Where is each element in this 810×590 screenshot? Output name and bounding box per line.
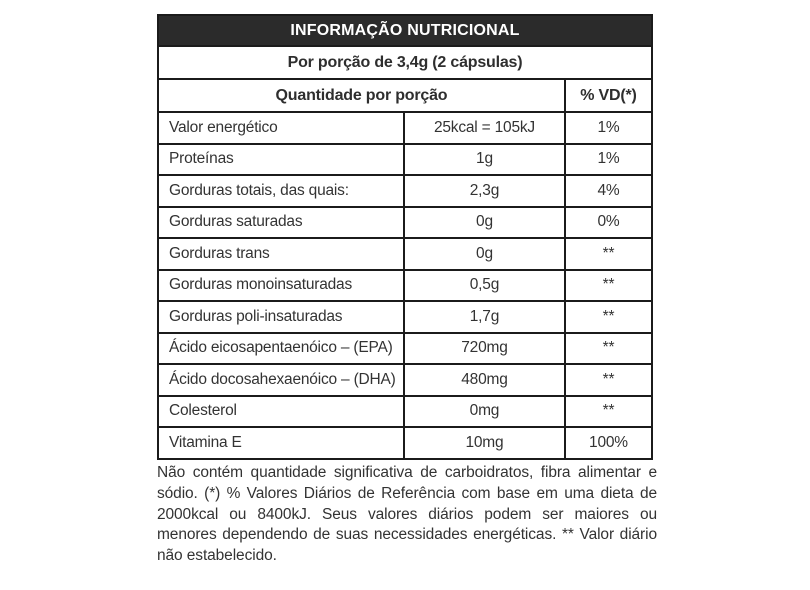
column-header-daily-value: % VD(*)	[565, 79, 652, 112]
nutrient-amount: 1,7g	[404, 301, 565, 333]
table-row	[158, 238, 652, 270]
footnote-text: Não contém quantidade significativa de carboidratos, fibra alimentar e sódio. (*) % Valores Diários de Referência com base em uma dieta de 2000kcal ou 8400kJ. Seus valores diários podem ser maiores ou menores dependendo de suas necessidades energéticas. ** Valor diário não estabelecido.	[157, 464, 657, 565]
nutrient-daily-value: **	[565, 301, 652, 333]
table-title-row	[158, 15, 652, 46]
nutrient-amount: 0,5g	[404, 270, 565, 302]
table-row	[158, 427, 652, 459]
nutrient-amount: 0g	[404, 238, 565, 270]
nutrition-rows	[158, 112, 652, 459]
table-row	[158, 175, 652, 207]
table-row	[158, 333, 652, 365]
nutrient-amount: 10mg	[404, 427, 565, 459]
table-row	[158, 301, 652, 333]
nutrient-daily-value: **	[565, 396, 652, 428]
nutrient-label: Gorduras totais, das quais:	[158, 175, 404, 207]
nutrient-label: Ácido eicosapentaenóico – (EPA)	[158, 333, 404, 365]
nutrient-daily-value: 0%	[565, 207, 652, 239]
nutrient-daily-value: 1%	[565, 144, 652, 176]
nutrient-amount: 720mg	[404, 333, 565, 365]
nutrient-amount: 0mg	[404, 396, 565, 428]
serving-size-label: Por porção de 3,4g (2 cápsulas)	[158, 46, 652, 79]
nutrient-amount: 0g	[404, 207, 565, 239]
nutrient-amount: 25kcal = 105kJ	[404, 112, 565, 144]
nutrient-daily-value: **	[565, 333, 652, 365]
table-row	[158, 396, 652, 428]
nutrient-label: Ácido docosahexaenóico – (DHA)	[158, 364, 404, 396]
column-header-quantity: Quantidade por porção	[158, 79, 565, 112]
nutrient-daily-value: **	[565, 270, 652, 302]
nutrient-daily-value: 4%	[565, 175, 652, 207]
nutrient-label: Gorduras poli-insaturadas	[158, 301, 404, 333]
column-header-row	[158, 79, 652, 112]
table-row	[158, 207, 652, 239]
nutrient-label: Vitamina E	[158, 427, 404, 459]
nutrient-daily-value: 100%	[565, 427, 652, 459]
nutrient-daily-value: 1%	[565, 112, 652, 144]
table-row	[158, 364, 652, 396]
nutrition-facts-table	[157, 14, 653, 460]
nutrient-amount: 1g	[404, 144, 565, 176]
nutrient-label: Gorduras saturadas	[158, 207, 404, 239]
nutrient-daily-value: **	[565, 364, 652, 396]
table-row	[158, 144, 652, 176]
table-title: INFORMAÇÃO NUTRICIONAL	[158, 15, 652, 46]
nutrient-daily-value: **	[565, 238, 652, 270]
serving-size-row	[158, 46, 652, 79]
nutrient-label: Gorduras trans	[158, 238, 404, 270]
nutrient-label: Colesterol	[158, 396, 404, 428]
nutrient-amount: 2,3g	[404, 175, 565, 207]
nutrient-label: Gorduras monoinsaturadas	[158, 270, 404, 302]
table-row	[158, 112, 652, 144]
nutrient-label: Proteínas	[158, 144, 404, 176]
nutrient-label: Valor energético	[158, 112, 404, 144]
nutrient-amount: 480mg	[404, 364, 565, 396]
table-row	[158, 270, 652, 302]
